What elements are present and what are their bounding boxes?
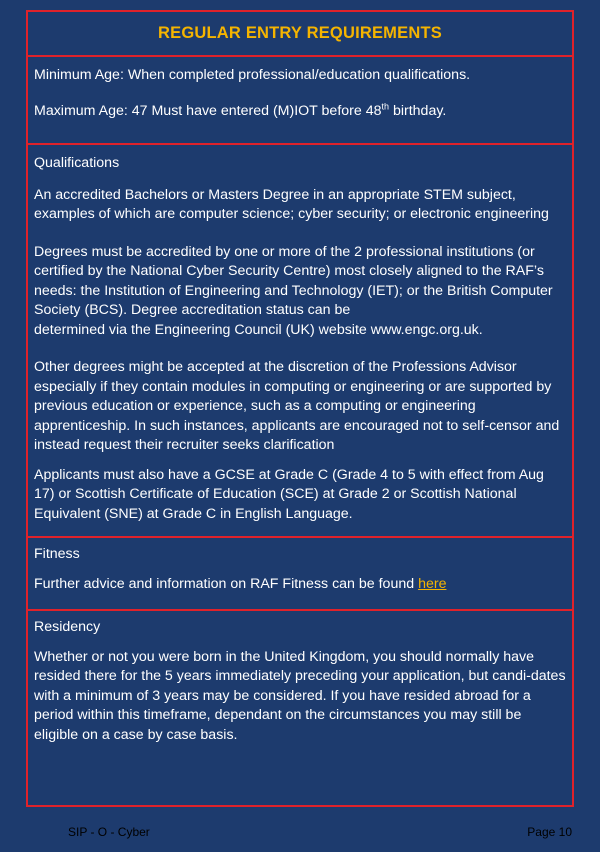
maximum-age-suffix: birthday. [389, 102, 447, 119]
maximum-age [34, 102, 566, 122]
qualifications-degree: An accredited Bachelors or Masters Degree in an appropriate STEM subject, examples of which are computer science; cyber security; or electronic engineering [34, 186, 549, 222]
minimum-age: Minimum Age: When completed professional/education qualifications. [34, 67, 471, 83]
fitness-section [26, 536, 574, 611]
residency-section [26, 609, 574, 807]
qualifications-other-degrees: Other degrees might be accepted at the discretion of the Professions Advisor especially if they contain modules in computing or engineering or are supported by previous education or experience, such as a computing or engineering apprenticeship. In such instances, applicants are encouraged not to self-censor and instead request their recruiter seeks clarification [34, 359, 560, 453]
fitness-text [34, 575, 566, 595]
maximum-age-superscript: th [381, 100, 390, 111]
maximum-age-text: Maximum Age: 47 Must have entered (M)IOT before 48 [34, 102, 382, 119]
page-title: REGULAR ENTRY REQUIREMENTS [158, 24, 442, 42]
footer-document-code: SIP - O - Cyber [68, 825, 150, 839]
qualifications-gcse: Applicants must also have a GCSE at Grade C (Grade 4 to 5 with effect from Aug 17) or Scottish Certificate of Education (SCE) at Grade 2 or Scottish National Equivalent (SNE) at Grade C in English Language. [34, 466, 544, 522]
age-section [26, 55, 574, 145]
qualifications-accreditation-website: determined via the Engineering Council (UK) website www.engc.org.uk. [34, 321, 483, 338]
qualifications-accreditation: Degrees must be accredited by one or more of the 2 professional institutions (or certified by the National Cyber Security Centre) most closely aligned to the RAF’s needs: the Institution of Engineering and Technology (IET); or the British Computer Society (BCS). Degree accreditation status can be [34, 243, 553, 318]
requirements-page [26, 10, 574, 807]
fitness-description: Further advice and information on RAF Fitness can be found [34, 575, 419, 592]
residency-text: Whether or not you were born in the United Kingdom, you should normally have resided there for the 5 years immediately preceding your application, but candi-dates with a minimum of 3 years may be considered. If you have resided abroad for a period within this timeframe, dependant on the circumstances you may still be eligible on a case by case basis. [34, 648, 566, 743]
footer-page-number: Page 10 [527, 825, 572, 839]
qualifications-heading: Qualifications [34, 155, 120, 171]
page-footer [68, 825, 572, 839]
title-box [26, 10, 574, 57]
residency-heading: Residency [34, 619, 101, 635]
qualifications-section [26, 143, 574, 538]
fitness-link[interactable]: here [418, 575, 447, 592]
fitness-heading: Fitness [34, 546, 80, 562]
